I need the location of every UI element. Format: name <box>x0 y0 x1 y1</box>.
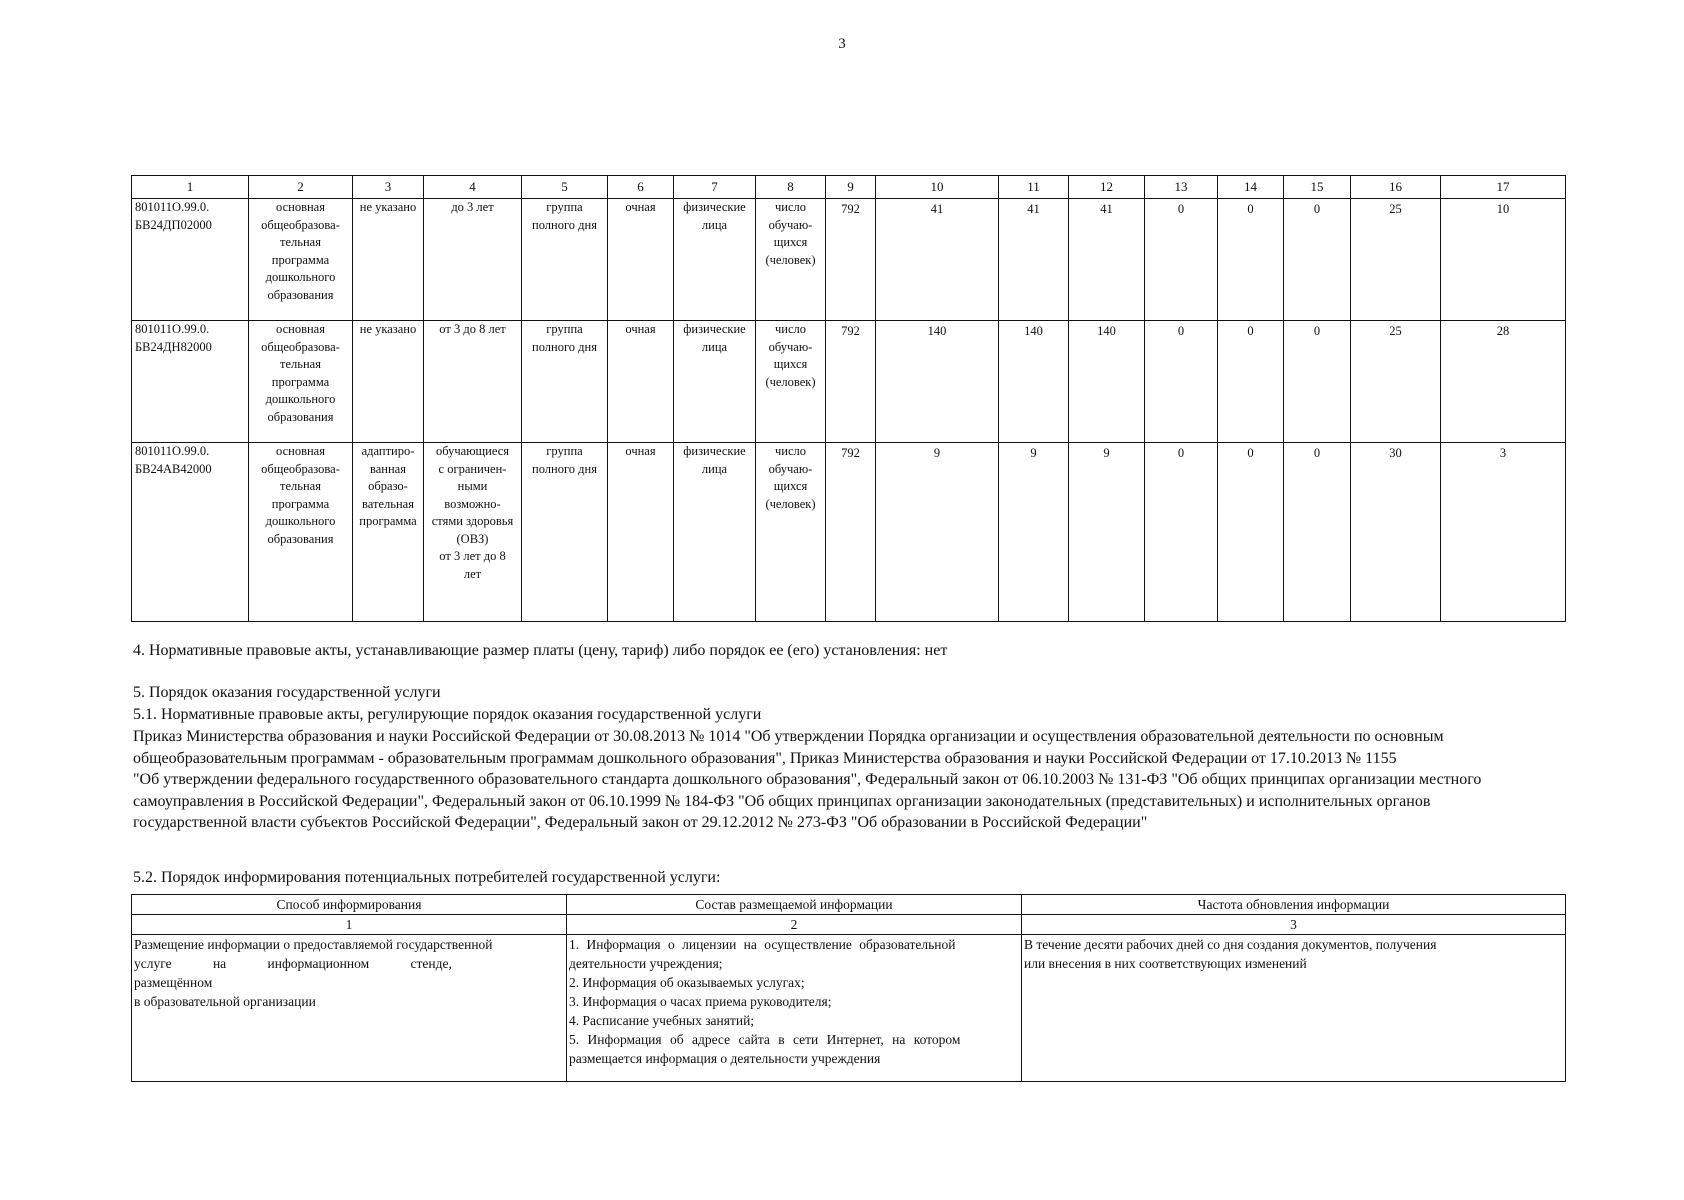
legal-acts-line: государственной власти субъектов Российской Федерации", Федеральный закон от 29.12.2012 № 273-ФЗ "Об образовании в Российской Федерации" <box>133 814 1148 831</box>
program-cell <box>249 443 353 622</box>
cell-value: 0 <box>1247 202 1254 216</box>
deviation-value-cell <box>1441 443 1566 622</box>
informing-body-row <box>132 935 1566 1082</box>
column-number: 2 <box>249 176 353 199</box>
cell-line: стями здоровья <box>431 514 514 528</box>
stay-form-cell <box>522 199 608 321</box>
legal-acts-line: общеобразовательным программам - образовательным программам дошкольного образования", Приказ Министерства образования и науки Российской Федерации от 17.10.2013 № 1155 <box>133 749 1397 767</box>
cell-line: программа <box>359 514 417 528</box>
cell-line: (человек) <box>765 496 816 511</box>
cell-value: 25 <box>1389 202 1402 216</box>
cell-value: 0 <box>1313 324 1321 338</box>
column-number: 3 <box>1022 915 1566 935</box>
age-category-cell <box>424 443 522 622</box>
cell-line: 5. Информация об адресе сайта в сети Интернет, на котором <box>569 1032 961 1047</box>
cell-value: 9 <box>933 446 941 460</box>
column-number: 14 <box>1218 176 1284 199</box>
cell-line: или внесения в них соответствующих изменений <box>1024 956 1307 971</box>
cell-line: образования <box>267 409 334 424</box>
consumer-category-cell <box>674 443 756 622</box>
cell-value: 0 <box>1177 324 1185 338</box>
cell-line: (ОВЗ) <box>456 531 489 546</box>
column-number: 9 <box>826 176 876 199</box>
cell-line: обучаю- <box>768 217 813 232</box>
value-cell <box>1218 443 1284 622</box>
column-number: 13 <box>1145 176 1218 199</box>
cell-value: 792 <box>841 202 860 216</box>
consumer-category-cell <box>674 199 756 321</box>
informing-table <box>131 894 1566 1082</box>
cell-line: в образовательной организации <box>134 994 316 1009</box>
column-number: 17 <box>1441 176 1566 199</box>
value-cell <box>999 443 1069 622</box>
program-cell <box>249 321 353 443</box>
cell-value: 9 <box>1030 446 1037 460</box>
cell-line: число <box>774 200 806 214</box>
column-number: 1 <box>132 915 567 935</box>
cell-line: услуге на информационном стенде, размещённом <box>134 956 452 990</box>
table-row <box>132 443 1566 622</box>
study-form-cell <box>608 321 674 443</box>
legal-acts-line: самоуправления в Российской Федерации", Федеральный закон от 06.10.1999 № 184-ФЗ "Об общих принципах организации законодательных (представительных) и исполнительных органов <box>133 792 1431 810</box>
informing-content-cell <box>567 935 1022 1082</box>
cell-value: 0 <box>1247 446 1254 460</box>
cell-line: деятельности учреждения; <box>569 956 723 971</box>
cell-line: основная <box>276 322 325 336</box>
cell-line: общеобразова- <box>261 461 340 476</box>
cell-line: тельная <box>280 235 321 249</box>
value-cell <box>1218 321 1284 443</box>
section-5-heading: 5. Порядок оказания государственной услуги <box>133 684 441 701</box>
cell-line: 801011О.99.0. <box>135 322 210 336</box>
legal-acts-line: "Об утверждении федерального государственного образовательного стандарта дошкольного образования", Федеральный закон от 06.10.2003 № 131-ФЗ "Об общих принципах организации местного <box>133 771 1482 788</box>
cell-line: тельная <box>280 479 321 493</box>
cell-line: размещается информация о деятельности учреждения <box>569 1051 881 1066</box>
page-number: 3 <box>838 36 846 52</box>
cell-value: 0 <box>1177 446 1185 460</box>
program-type-cell <box>353 321 424 443</box>
value-cell <box>999 321 1069 443</box>
stay-form-cell <box>522 443 608 622</box>
cell-line: группа <box>546 444 583 458</box>
cell-line: В течение десяти рабочих дней со дня создания документов, получения <box>1024 937 1437 952</box>
cell-value: 41 <box>1027 202 1040 216</box>
cell-line: общеобразова- <box>261 339 340 354</box>
cell-line: лица <box>701 339 728 354</box>
informing-frequency-cell <box>1022 935 1566 1082</box>
cell-value: 140 <box>927 324 947 338</box>
column-number-row <box>132 176 1566 199</box>
informing-number-row <box>132 915 1566 935</box>
deviation-value-cell <box>1441 199 1566 321</box>
cell-line: возможно- <box>444 496 501 511</box>
column-number: 5 <box>522 176 608 199</box>
cell-line: Размещение информации о предоставляемой государственной <box>134 937 493 952</box>
value-cell <box>876 443 999 622</box>
cell-line: основная <box>276 200 325 214</box>
age-category-cell <box>424 199 522 321</box>
value-cell <box>876 321 999 443</box>
cell-value: 0 <box>1313 202 1321 216</box>
cell-line: (человек) <box>765 374 816 389</box>
okei-code-cell <box>826 321 876 443</box>
cell-line: лица <box>701 217 728 232</box>
cell-line: ванная <box>370 461 406 476</box>
cell-line: 801011О.99.0. <box>135 444 210 458</box>
cell-line: программа <box>271 252 330 267</box>
value-cell <box>1145 199 1218 321</box>
value-cell <box>1218 199 1284 321</box>
table-row <box>132 321 1566 443</box>
cell-value: 3 <box>1499 446 1507 460</box>
header-method: Способ информирования <box>132 895 567 915</box>
age-category-cell <box>424 321 522 443</box>
study-form-cell <box>608 443 674 622</box>
stay-form-cell <box>522 321 608 443</box>
header-frequency: Частота обновления информации <box>1022 895 1566 915</box>
column-number: 2 <box>567 915 1022 935</box>
legal-acts-line: Приказ Министерства образования и науки Российской Федерации от 30.08.2013 № 1014 "Об утверждении Порядка организации и осуществления образовательной деятельности по основным <box>133 728 1444 745</box>
cell-line: физические <box>683 444 746 458</box>
cell-line: общеобразова- <box>261 217 340 232</box>
cell-line: щихся <box>773 235 808 249</box>
cell-value: 792 <box>841 324 860 338</box>
cell-line: образования <box>267 287 334 302</box>
value-cell <box>876 199 999 321</box>
column-number: 6 <box>608 176 674 199</box>
cell-line: от 3 до 8 лет <box>439 322 506 336</box>
cell-line: программа <box>271 374 330 389</box>
cell-line: щихся <box>773 479 808 493</box>
cell-line: полного дня <box>532 217 597 232</box>
cell-line: до 3 лет <box>451 200 494 214</box>
program-type-cell <box>353 443 424 622</box>
cell-value: 30 <box>1389 446 1402 460</box>
cell-line: физические <box>683 200 746 214</box>
cell-line: 801011О.99.0. <box>135 200 210 214</box>
cell-line: 3. Информация о часах приема руководителя; <box>569 994 832 1009</box>
cell-value: 0 <box>1313 446 1321 460</box>
cell-line: БВ24ДП02000 <box>135 217 212 232</box>
cell-line: БВ24ДН82000 <box>135 339 212 354</box>
column-number: 12 <box>1069 176 1145 199</box>
cell-line: не указано <box>359 200 417 214</box>
cell-line: 1. Информация о лицензии на осуществление образовательной <box>569 937 956 952</box>
column-number: 11 <box>999 176 1069 199</box>
registry-code-cell <box>132 321 249 443</box>
cell-value: 28 <box>1496 324 1510 338</box>
column-number: 15 <box>1284 176 1351 199</box>
cell-line: 4. Расписание учебных занятий; <box>569 1013 755 1028</box>
deviation-value-cell <box>1441 321 1566 443</box>
cell-line: лет <box>463 566 482 581</box>
cell-value: 41 <box>1100 202 1113 216</box>
cell-line: дошкольного <box>265 392 336 406</box>
deviation-percent-cell <box>1351 321 1441 443</box>
cell-line: дошкольного <box>265 514 336 528</box>
registry-code-cell <box>132 199 249 321</box>
column-number: 3 <box>353 176 424 199</box>
cell-line: от 3 лет до 8 <box>439 549 506 563</box>
cell-value: 25 <box>1389 324 1402 338</box>
cell-value: 41 <box>930 202 944 216</box>
okei-code-cell <box>826 443 876 622</box>
cell-line: БВ24АВ42000 <box>135 461 212 476</box>
column-number: 8 <box>756 176 826 199</box>
cell-line: не указано <box>359 322 417 336</box>
cell-line: вательная <box>362 496 414 511</box>
cell-line: группа <box>546 200 583 214</box>
value-cell <box>1069 199 1145 321</box>
cell-line: адаптиро- <box>361 444 415 458</box>
table-row <box>132 199 1566 321</box>
section-5-1-heading: 5.1. Нормативные правовые акты, регулирующие порядок оказания государственной услуги <box>133 706 762 723</box>
header-content: Состав размещаемой информации <box>567 895 1022 915</box>
value-cell <box>1145 443 1218 622</box>
cell-line: обучающиеся <box>435 444 510 458</box>
cell-line: образования <box>267 531 334 546</box>
cell-line: лица <box>701 461 728 476</box>
column-number: 4 <box>424 176 522 199</box>
consumer-category-cell <box>674 321 756 443</box>
column-number: 1 <box>132 176 249 199</box>
cell-line: 2. Информация об оказываемых услугах; <box>569 975 805 990</box>
informing-method-cell <box>132 935 567 1082</box>
cell-value: 0 <box>1177 202 1185 216</box>
cell-value: 140 <box>1024 324 1043 338</box>
value-cell <box>1069 443 1145 622</box>
column-number: 16 <box>1351 176 1441 199</box>
value-cell <box>999 199 1069 321</box>
registry-code-cell <box>132 443 249 622</box>
program-cell <box>249 199 353 321</box>
section-4-text: 4. Нормативные правовые акты, устанавливающие размер платы (цену, тариф) либо порядок ее (его) установления: нет <box>133 642 948 659</box>
cell-line: число <box>774 322 806 336</box>
cell-line: полного дня <box>532 339 597 354</box>
deviation-percent-cell <box>1351 443 1441 622</box>
section-5-1-body <box>133 726 1553 834</box>
cell-line: образо- <box>368 479 408 493</box>
column-number: 10 <box>876 176 999 199</box>
cell-line: физические <box>683 322 746 336</box>
cell-value: 792 <box>841 446 860 460</box>
indicator-name-cell <box>756 321 826 443</box>
service-volume-table <box>131 175 1566 622</box>
program-type-cell <box>353 199 424 321</box>
cell-line: дошкольного <box>265 270 336 284</box>
value-cell <box>1284 443 1351 622</box>
cell-line: обучаю- <box>768 339 813 354</box>
cell-line: число <box>774 444 806 458</box>
informing-header-row <box>132 895 1566 915</box>
cell-value: 10 <box>1496 202 1510 216</box>
cell-line: ными <box>457 479 488 493</box>
cell-line: полного дня <box>532 461 597 476</box>
cell-line: очная <box>625 444 656 458</box>
value-cell <box>1284 321 1351 443</box>
cell-line: с ограничен- <box>438 461 507 476</box>
cell-line: программа <box>271 496 330 511</box>
indicator-name-cell <box>756 443 826 622</box>
okei-code-cell <box>826 199 876 321</box>
value-cell <box>1284 199 1351 321</box>
cell-line: щихся <box>773 357 808 371</box>
section-5-2-heading: 5.2. Порядок информирования потенциальных потребителей государственной услуги: <box>133 869 721 886</box>
indicator-name-cell <box>756 199 826 321</box>
cell-line: основная <box>276 444 325 458</box>
cell-value: 0 <box>1247 324 1254 338</box>
cell-line: очная <box>625 200 656 214</box>
value-cell <box>1069 321 1145 443</box>
cell-line: группа <box>546 322 583 336</box>
cell-line: обучаю- <box>768 461 813 476</box>
column-number: 7 <box>674 176 756 199</box>
cell-line: (человек) <box>765 252 816 267</box>
cell-value: 9 <box>1103 446 1110 460</box>
cell-value: 140 <box>1097 324 1116 338</box>
study-form-cell <box>608 199 674 321</box>
deviation-percent-cell <box>1351 199 1441 321</box>
cell-line: тельная <box>280 357 321 371</box>
cell-line: очная <box>625 322 656 336</box>
value-cell <box>1145 321 1218 443</box>
